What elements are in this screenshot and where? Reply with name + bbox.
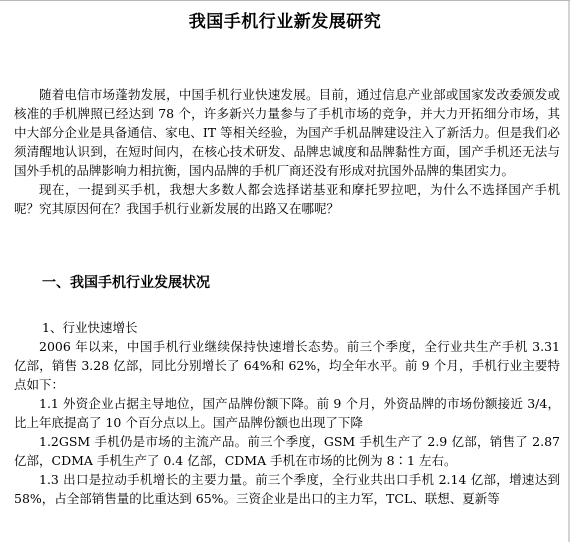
section-heading: 一、我国手机行业发展状况 <box>42 275 210 291</box>
body-paragraph: 1.3 出口是拉动手机增长的主要力量。前三个季度，全行业共出口手机 2.14 亿部，增速达到 58%，占全部销售量的比重达到 65%。三资企业是出口的主力军，TCL、联想、夏新等 <box>14 472 560 506</box>
intro-paragraph: 随着电信市场蓬勃发展，中国手机行业快速发展。目前，通过信息产业部或国家发改委颁发或核准的手机牌照已经达到 78 个，许多新兴力量参与了手机市场的竞争，并大力开拓细分市场，其中大部分企业是具备通信、家电、IT 等相关经验，为国产手机品牌建设注入了新活力。但是我们必须清醒地认识到，在短时间内，在核心技术研发、品牌忠诚度和品牌黏性方面，国产手机还无法与国外手机的品牌影响力相抗衡，国内品牌的手机厂商还没有形成对抗国外品牌的集团实力。 <box>14 87 560 178</box>
intro-paragraph: 现在，一提到买手机，我想大多数人都会选择诺基亚和摩托罗拉吧，为什么不选择国产手机呢？究其原因何在？我国手机行业新发展的出路又在哪呢？ <box>14 182 560 216</box>
section-body <box>14 337 560 508</box>
body-paragraph: 1.1 外资企业占据主导地位，国产品牌份额下降。前 9 个月，外资品牌的市场份额接近 3/4，比上年底提高了 10 个百分点以上。国产品牌份额也出现了下降 <box>14 396 560 430</box>
body-paragraph: 1.2GSM 手机仍是市场的主流产品。前三个季度，GSM 手机生产了 2.9 亿部，销售了 2.87 亿部，CDMA 手机生产了 0.4 亿部，CDMA 手机在市场的比例为 8∶1 左右。 <box>14 434 560 468</box>
intro-section <box>14 85 560 218</box>
document-title: 我国手机行业新发展研究 <box>188 12 382 32</box>
body-paragraph: 2006 年以来，中国手机行业继续保持快速增长态势。前三个季度，全行业共生产手机 3.31 亿部，销售 3.28 亿部，同比分别增长了 64%和 62%，均全年水平。前 9 个月，手机行业主要特点如下： <box>14 339 560 392</box>
subsection-heading: 1、行业快速增长 <box>42 320 138 335</box>
